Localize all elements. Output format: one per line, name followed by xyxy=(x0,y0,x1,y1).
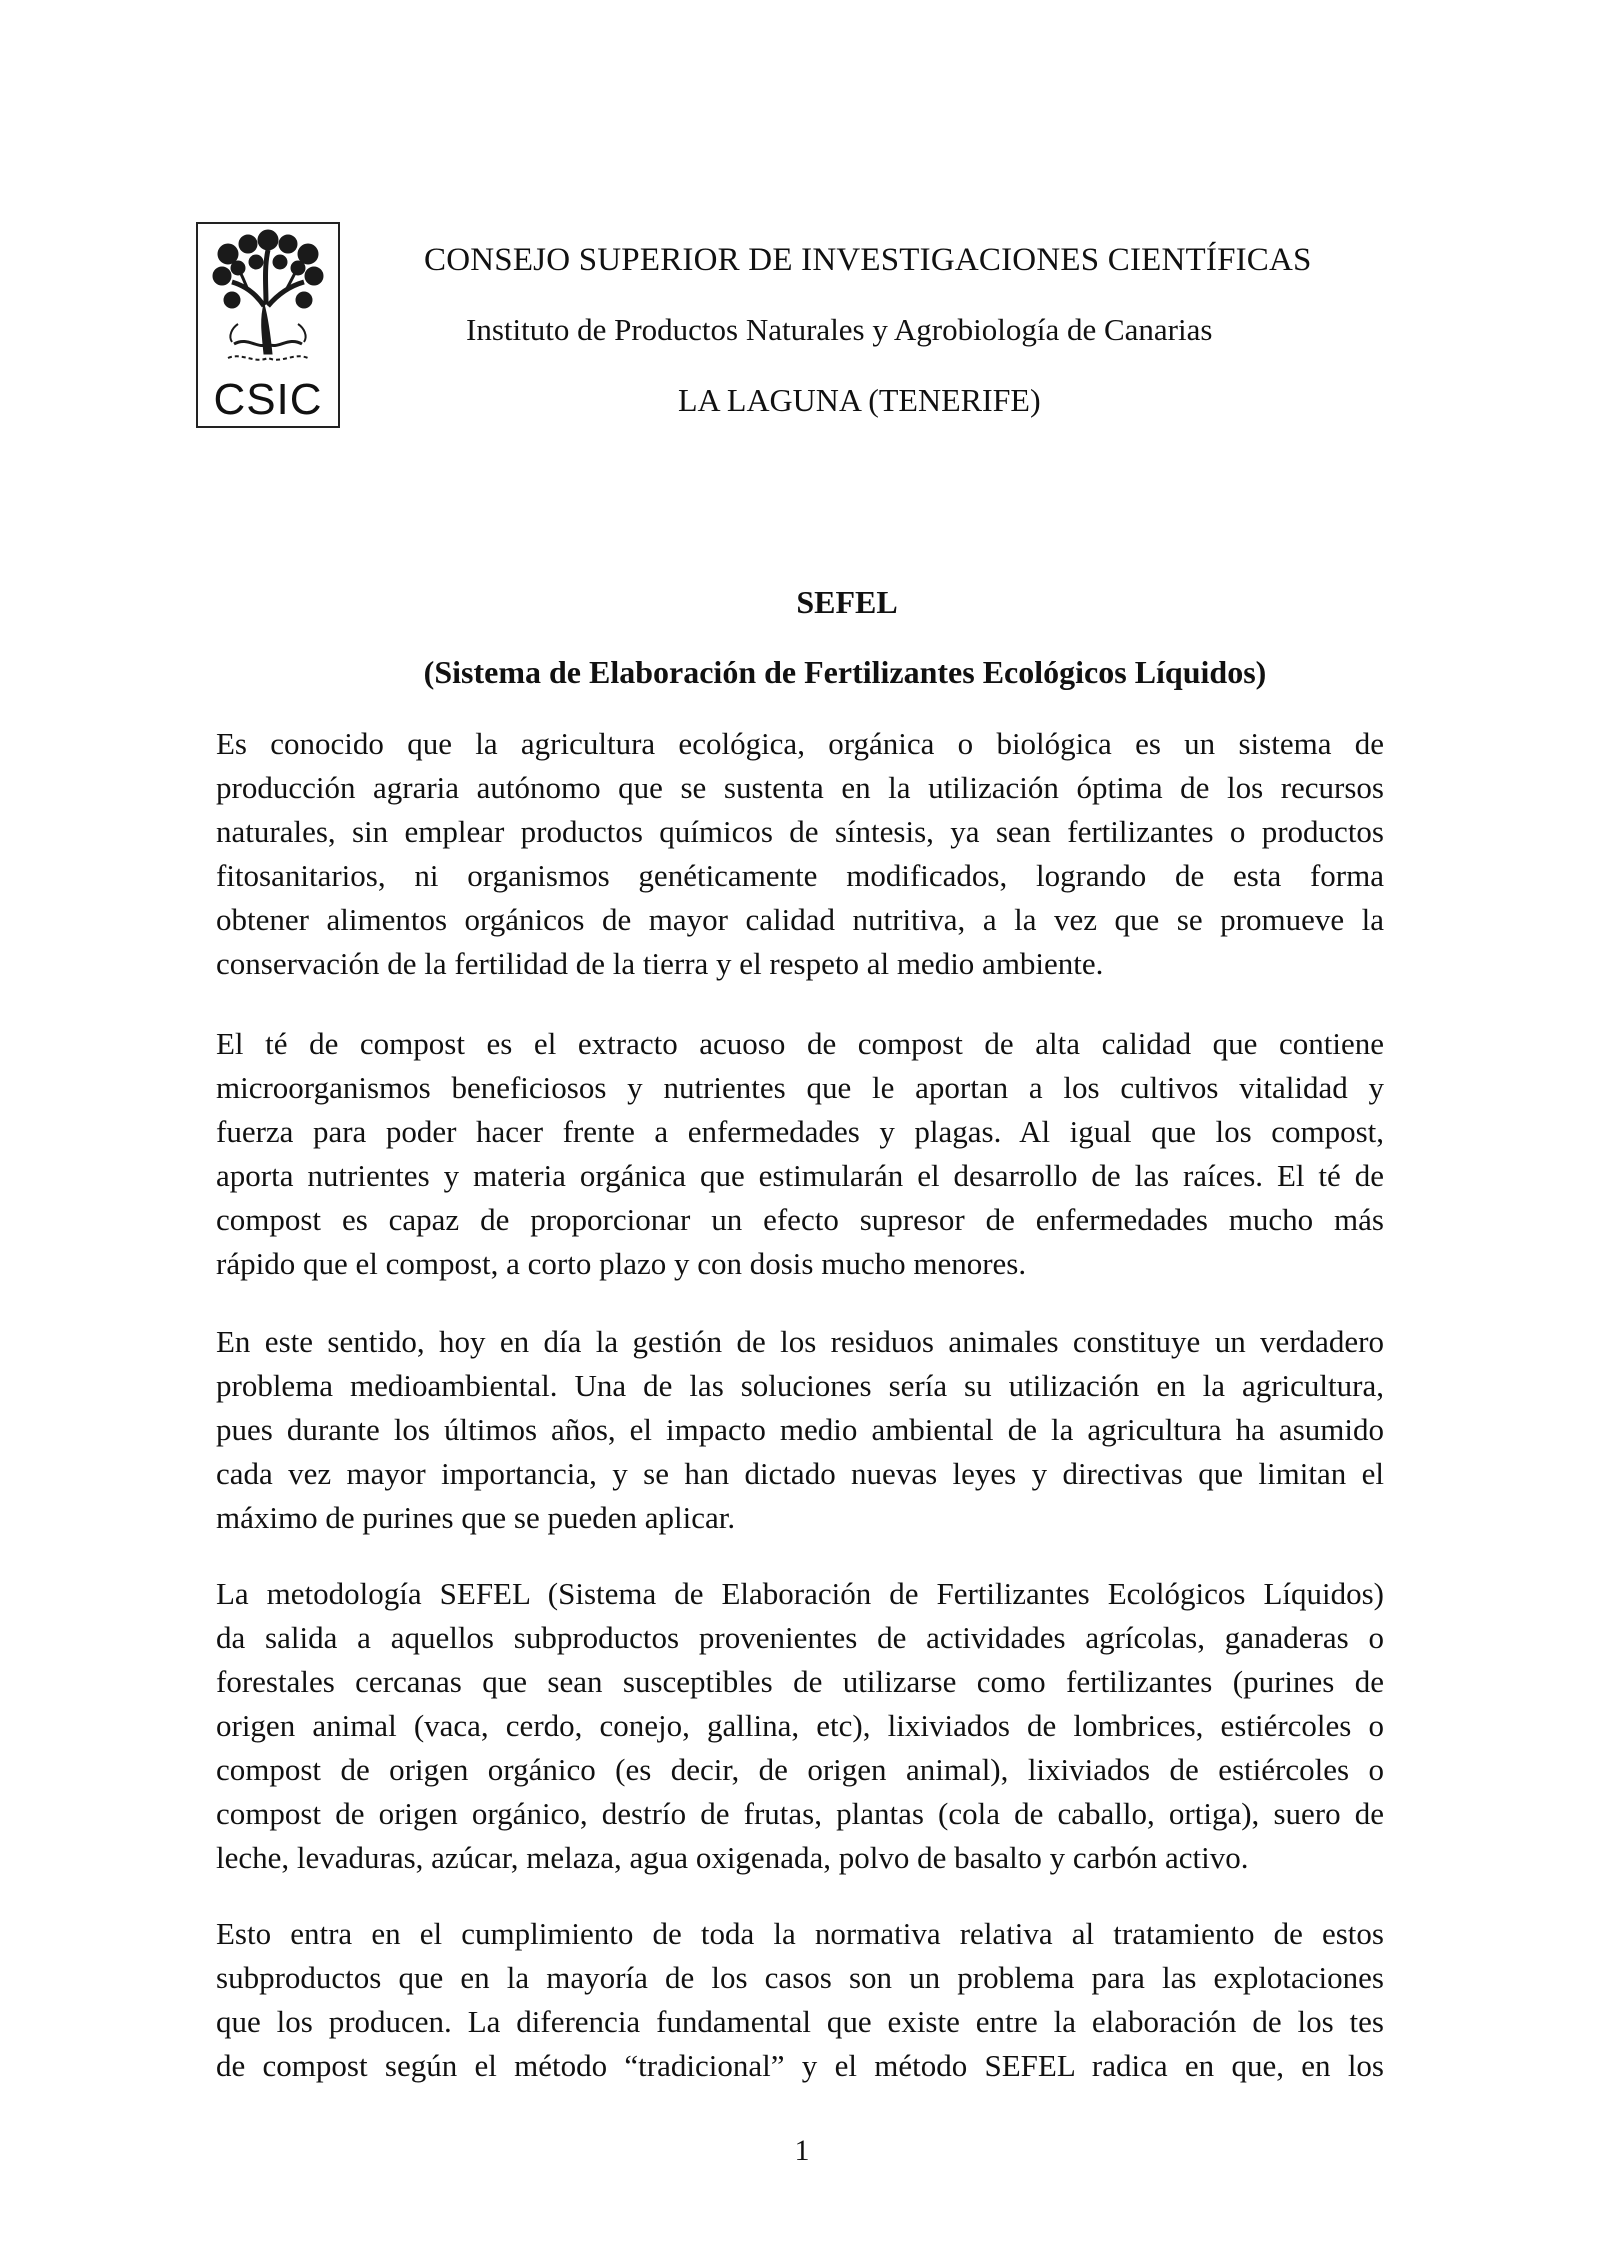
institute-name: Instituto de Productos Naturales y Agrobiología de Canarias xyxy=(466,312,1213,347)
text-line: Es conocido que la agricultura ecológica, orgánica o biológica es un sistema de xyxy=(216,726,1384,761)
text-line: origen animal (vaca, cerdo, conejo, gallina, etc), lixiviados de lombrices, estiércoles o xyxy=(216,1708,1384,1743)
document-subtitle: (Sistema de Elaboración de Fertilizantes Ecológicos Líquidos) xyxy=(423,654,1267,690)
text-line: En este sentido, hoy en día la gestión de los residuos animales constituye un verdadero xyxy=(216,1324,1384,1359)
text-line: máximo de purines que se pueden aplicar. xyxy=(216,1500,736,1535)
text-line: que los producen. La diferencia fundamental que existe entre la elaboración de los tes xyxy=(216,2004,1384,2039)
logo-text: CSIC xyxy=(213,375,323,424)
text-line: conservación de la fertilidad de la tierra y el respeto al medio ambiente. xyxy=(216,946,1104,981)
text-line: forestales cercanas que sean susceptibles de utilizarse como fertilizantes (purines de xyxy=(216,1664,1384,1699)
text-line: Esto entra en el cumplimiento de toda la normativa relativa al tratamiento de estos xyxy=(216,1916,1384,1951)
text-line: compost de origen orgánico, destrío de frutas, plantas (cola de caballo, ortiga), suero de xyxy=(216,1796,1384,1831)
text-line: pues durante los últimos años, el impacto medio ambiental de la agricultura ha asumido xyxy=(216,1412,1384,1447)
text-line: producción agraria autónomo que se sustenta en la utilización óptima de los recursos xyxy=(216,770,1384,805)
text-line: de compost según el método “tradicional” y el método SEFEL radica en que, en los xyxy=(216,2048,1384,2083)
location: LA LAGUNA (TENERIFE) xyxy=(678,382,1041,418)
text-line: compost de origen orgánico (es decir, de origen animal), lixiviados de estiércoles o xyxy=(216,1752,1384,1787)
text-line: fitosanitarios, ni organismos genéticamente modificados, logrando de esta forma xyxy=(216,858,1384,893)
text-line: La metodología SEFEL (Sistema de Elaboración de Fertilizantes Ecológicos Líquidos) xyxy=(216,1576,1384,1611)
tree-emblem-icon xyxy=(198,224,338,384)
text-line: naturales, sin emplear productos químicos de síntesis, ya sean fertilizantes o productos xyxy=(216,814,1384,849)
paragraph-1 xyxy=(216,722,1384,986)
csic-logo xyxy=(196,222,340,428)
paragraph-4 xyxy=(216,1572,1384,1880)
text-line: microorganismos beneficiosos y nutrientes que le aportan a los cultivos vitalidad y xyxy=(216,1070,1384,1105)
paragraph-3 xyxy=(216,1320,1384,1540)
page-number: 1 xyxy=(794,2134,810,2167)
text-line: compost es capaz de proporcionar un efecto supresor de enfermedades mucho más xyxy=(216,1202,1384,1237)
text-line: da salida a aquellos subproductos provenientes de actividades agrícolas, ganaderas o xyxy=(216,1620,1384,1655)
text-line: problema medioambiental. Una de las soluciones sería su utilización en la agricultura, xyxy=(216,1368,1384,1403)
text-line: aporta nutrientes y materia orgánica que estimularán el desarrollo de las raíces. El té de xyxy=(216,1158,1384,1193)
text-line: cada vez mayor importancia, y se han dictado nuevas leyes y directivas que limitan el xyxy=(216,1456,1384,1491)
text-line: rápido que el compost, a corto plazo y con dosis mucho menores. xyxy=(216,1246,1027,1281)
paragraph-5 xyxy=(216,1912,1384,2088)
text-line: obtener alimentos orgánicos de mayor calidad nutritiva, a la vez que se promueve la xyxy=(216,902,1384,937)
document-title: SEFEL xyxy=(796,584,898,620)
paragraph-2 xyxy=(216,1022,1384,1286)
text-line: subproductos que en la mayoría de los casos son un problema para las explotaciones xyxy=(216,1960,1384,1995)
text-line: leche, levaduras, azúcar, melaza, agua oxigenada, polvo de basalto y carbón activo. xyxy=(216,1840,1249,1875)
text-line: El té de compost es el extracto acuoso de compost de alta calidad que contiene xyxy=(216,1026,1384,1061)
text-line: fuerza para poder hacer frente a enfermedades y plagas. Al igual que los compost, xyxy=(216,1114,1384,1149)
organization-name: CONSEJO SUPERIOR DE INVESTIGACIONES CIENTÍFICAS xyxy=(424,242,1312,278)
